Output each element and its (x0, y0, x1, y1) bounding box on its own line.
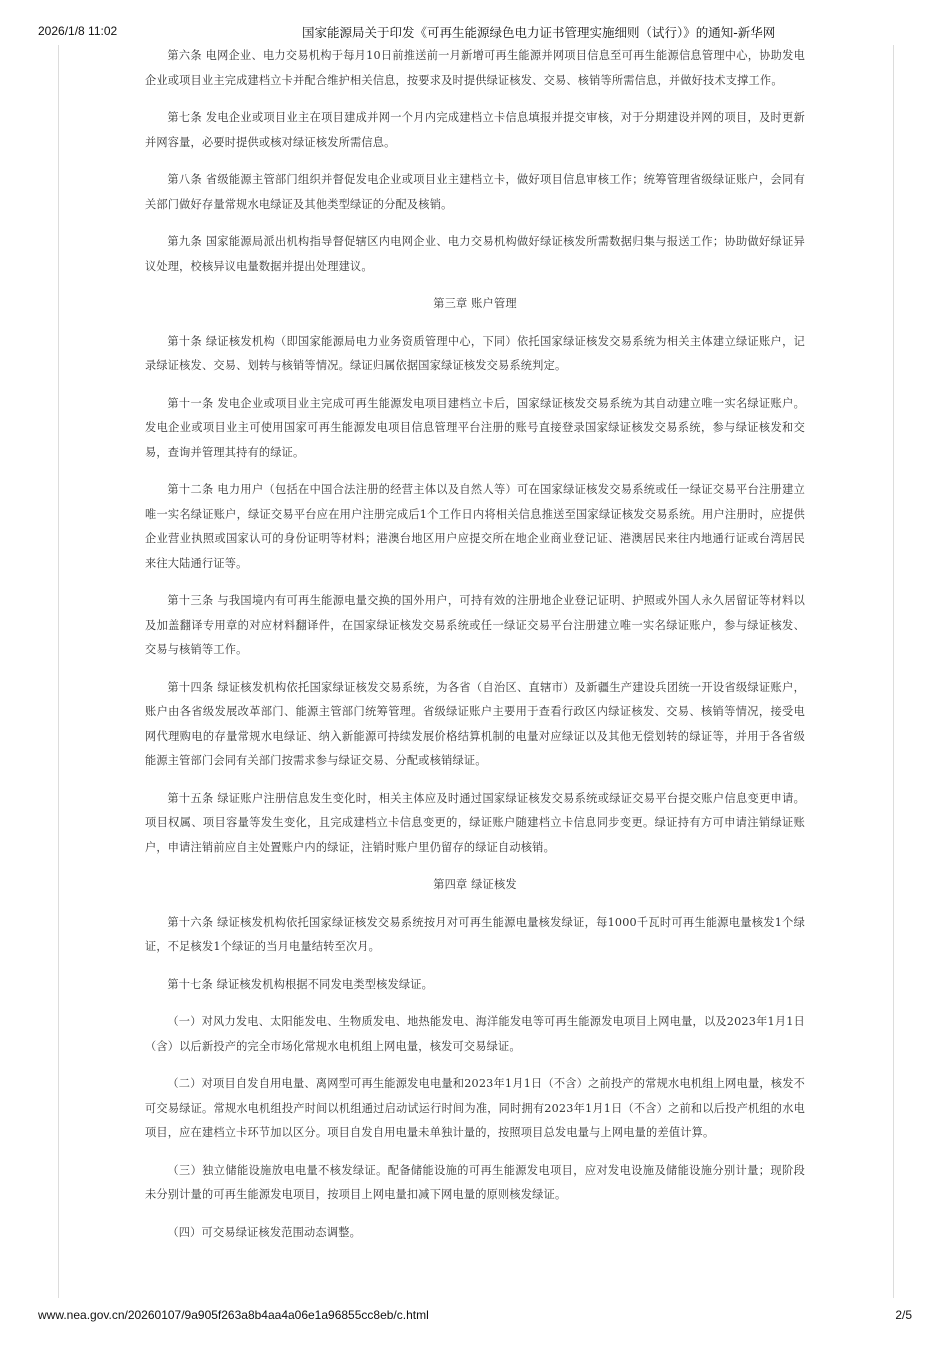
article-17-item-2: （二）对项目自发自用电量、离网型可再生能源发电电量和2023年1月1日（不含）之前投产的常规水电机组上网电量，核发不可交易绿证。常规水电机组投产时间以机组通过启动试运行时间为准，同时拥有2023年1月1日（不含）之前和以后投产机组的水电项目，应在建档立卡环节加以区分。项目自发自用电量未单独计量的，按照项目总发电量与上网电量的差值计算。 (145, 1077, 805, 1139)
article-10: 第十条 绿证核发机构（即国家能源局电力业务资质管理中心，下同）依托国家绿证核发交易系统为相关主体建立绿证账户，记录绿证核发、交易、划转与核销等情况。绿证归属依据国家绿证核发交易系统判定。 (145, 334, 805, 372)
chapter-heading-4: 第四章 绿证核发 (433, 878, 517, 891)
article-9: 第九条 国家能源局派出机构指导督促辖区内电网企业、电力交易机构做好绿证核发所需数据归集与报送工作；协助做好绿证异议处理，校核异议电量数据并提出处理建议。 (145, 235, 805, 273)
article-14: 第十四条 绿证核发机构依托国家绿证核发交易系统，为各省（自治区、直辖市）及新疆生产建设兵团统一开设省级绿证账户，账户由各省级发展改革部门、能源主管部门统筹管理。省级绿证账户主要用于查看行政区内绿证核发、交易、核销等情况，接受电网代理购电的存量常规水电绿证、纳入新能源可持续发展价格结算机制的电量对应绿证以及其他无偿划转的绿证等，并用于各省级能源主管部门会同有关部门按需求参与绿证交易、分配或核销绿证。 (145, 680, 805, 767)
article-12: 第十二条 电力用户（包括在中国合法注册的经营主体以及自然人等）可在国家绿证核发交易系统或任一绿证交易平台注册建立唯一实名绿证账户，绿证交易平台应在用户注册完成后1个工作日内将相关信息推送至国家绿证核发交易系统。用户注册时，应提供企业营业执照或国家认可的身份证明等材料；港澳台地区用户应提交所在地企业商业登记证、港澳居民来往内地通行证或台湾居民来往大陆通行证等。 (145, 483, 805, 570)
article-body (145, 44, 805, 1258)
page-number: 2/5 (895, 1308, 912, 1322)
article-17-item-4: （四）可交易绿证核发范围动态调整。 (167, 1225, 361, 1239)
article-13: 第十三条 与我国境内有可再生能源电量交换的国外用户，可持有效的注册地企业登记证明、护照或外国人永久居留证等材料以及加盖翻译专用章的对应材料翻译件，在国家绿证核发交易系统或任一绿证交易平台注册建立唯一实名绿证账户，参与绿证核发、交易与核销等工作。 (145, 594, 805, 656)
article-17: 第十七条 绿证核发机构根据不同发电类型核发绿证。 (167, 977, 434, 991)
article-11: 第十一条 发电企业或项目业主完成可再生能源发电项目建档立卡后，国家绿证核发交易系统为其自动建立唯一实名绿证账户。发电企业或项目业主可使用国家可再生能源发电项目信息管理平台注册的账号直接登录国家绿证核发交易系统，参与绿证核发和交易，查询并管理其持有的绿证。 (145, 396, 805, 459)
article-6: 第六条 电网企业、电力交易机构于每月10日前推送前一月新增可再生能源并网项目信息至可再生能源信息管理中心，协助发电企业或项目业主完成建档立卡并配合维护相关信息，按要求及时提供绿证核发、交易、核销等所需信息，并做好技术支撑工作。 (145, 49, 805, 87)
article-17-item-1: （一）对风力发电、太阳能发电、生物质发电、地热能发电、海洋能发电等可再生能源发电项目上网电量，以及2023年1月1日（含）以后新投产的完全市场化常规水电机组上网电量，核发可交易绿证。 (145, 1015, 805, 1053)
page-url: www.nea.gov.cn/20260107/9a905f263a8b4aa4a06e1a96855cc8eb/c.html (38, 1308, 429, 1322)
article-7: 第七条 发电企业或项目业主在项目建成并网一个月内完成建档立卡信息填报并提交审核，对于分期建设并网的项目，及时更新并网容量，必要时提供或核对绿证核发所需信息。 (145, 111, 805, 149)
print-datetime: 2026/1/8 11:02 (38, 24, 118, 38)
article-17-item-3: （三）独立储能设施放电电量不核发绿证。配备储能设施的可再生能源发电项目，应对发电设施及储能设施分别计量；现阶段未分别计量的可再生能源发电项目，按项目上网电量扣减下网电量的原则核发绿证。 (145, 1163, 805, 1201)
page-title: 国家能源局关于印发《可再生能源绿色电力证书管理实施细则（试行）》的通知-新华网 (302, 25, 776, 40)
article-16: 第十六条 绿证核发机构依托国家绿证核发交易系统按月对可再生能源电量核发绿证，每1000千瓦时可再生能源电量核发1个绿证，不足核发1个绿证的当月电量结转至次月。 (145, 915, 805, 953)
article-15: 第十五条 绿证账户注册信息发生变化时，相关主体应及时通过国家绿证核发交易系统或绿证交易平台提交账户信息变更申请。项目权属、项目容量等发生变化，且完成建档立卡信息变更的，绿证账户随建档立卡信息同步变更。绿证持有方可申请注销绿证账户，申请注销前应自主处置账户内的绿证，注销时账户里仍留存的绿证自动核销。 (145, 791, 805, 854)
article-8: 第八条 省级能源主管部门组织并督促发电企业或项目业主建档立卡，做好项目信息审核工作；统筹管理省级绿证账户，会同有关部门做好存量常规水电绿证及其他类型绿证的分配及核销。 (145, 173, 805, 211)
chapter-heading-3: 第三章 账户管理 (433, 297, 517, 310)
